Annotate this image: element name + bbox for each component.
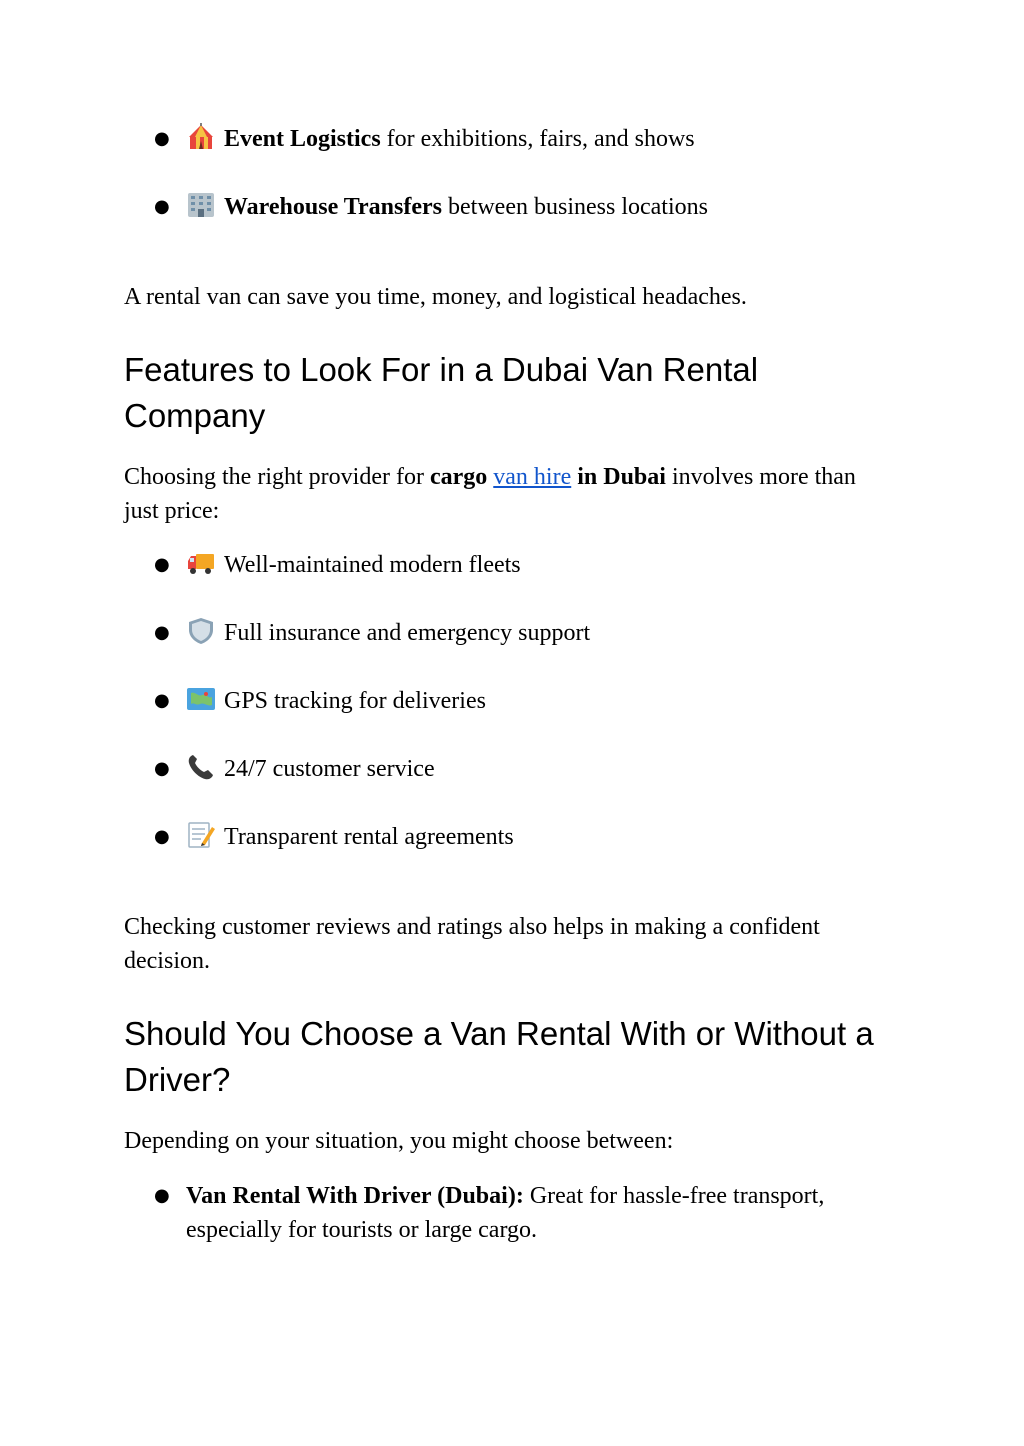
van-hire-link[interactable]: van hire <box>493 464 572 490</box>
map-icon <box>186 685 216 713</box>
office-building-icon <box>186 191 216 219</box>
list-item-text: Transparent rental agreements <box>224 824 514 850</box>
bullet-dot: ● <box>154 758 170 779</box>
intro-paragraph: A rental van can save you time, money, and logistical headaches. <box>124 284 747 310</box>
list-item <box>124 190 884 258</box>
section-heading-driver: Should You Choose a Van Rental With or Without a Driver? <box>124 1015 874 1098</box>
driver-options-list <box>124 1179 884 1247</box>
features-bullet-list <box>124 548 884 888</box>
list-item-text: between business locations <box>442 194 708 220</box>
features-intro-paragraph <box>124 460 884 528</box>
list-item-text: Full insurance and emergency support <box>224 620 591 646</box>
intro-bold-cargo: cargo <box>429 464 494 490</box>
list-item-bold: Warehouse Transfers <box>224 194 443 220</box>
shield-icon <box>186 617 216 645</box>
section-heading-features: Features to Look For in a Dubai Van Rental Company <box>124 351 759 434</box>
intro-text: Choosing the right provider for <box>124 464 430 490</box>
bullet-dot: ● <box>154 128 170 149</box>
list-item <box>124 548 884 616</box>
list-item-bold: Event Logistics <box>224 126 381 152</box>
features-closing-paragraph: Checking customer reviews and ratings also helps in making a confident decision. <box>124 914 820 974</box>
delivery-truck-icon <box>186 549 216 577</box>
list-item-text: Great for hassle-free transport, especially for tourists or large cargo. <box>186 1183 825 1243</box>
list-item-bold: Van Rental With Driver (Dubai): <box>186 1183 524 1209</box>
bullet-dot: ● <box>154 196 170 217</box>
bullet-dot: ● <box>154 622 170 643</box>
driver-intro-paragraph: Depending on your situation, you might choose between: <box>124 1128 674 1154</box>
list-item <box>124 1179 884 1247</box>
intro-text-end: involves more than just price: <box>124 464 856 524</box>
intro-bold-dubai: in Dubai <box>571 464 666 490</box>
bullet-dot: ● <box>154 1185 170 1206</box>
top-bullet-list <box>124 122 884 258</box>
bullet-dot: ● <box>154 826 170 847</box>
memo-icon <box>186 821 216 849</box>
list-item <box>124 122 884 190</box>
list-item-text: GPS tracking for deliveries <box>224 688 486 714</box>
list-item <box>124 616 884 684</box>
list-item <box>124 752 884 820</box>
bullet-dot: ● <box>154 554 170 575</box>
circus-tent-icon <box>186 123 216 151</box>
bullet-dot: ● <box>154 690 170 711</box>
list-item-text: 24/7 customer service <box>224 756 435 782</box>
list-item <box>124 820 884 888</box>
list-item-text: Well-maintained modern fleets <box>224 552 521 578</box>
list-item-text: for exhibitions, fairs, and shows <box>380 126 695 152</box>
list-item <box>124 684 884 752</box>
telephone-icon <box>186 753 216 781</box>
